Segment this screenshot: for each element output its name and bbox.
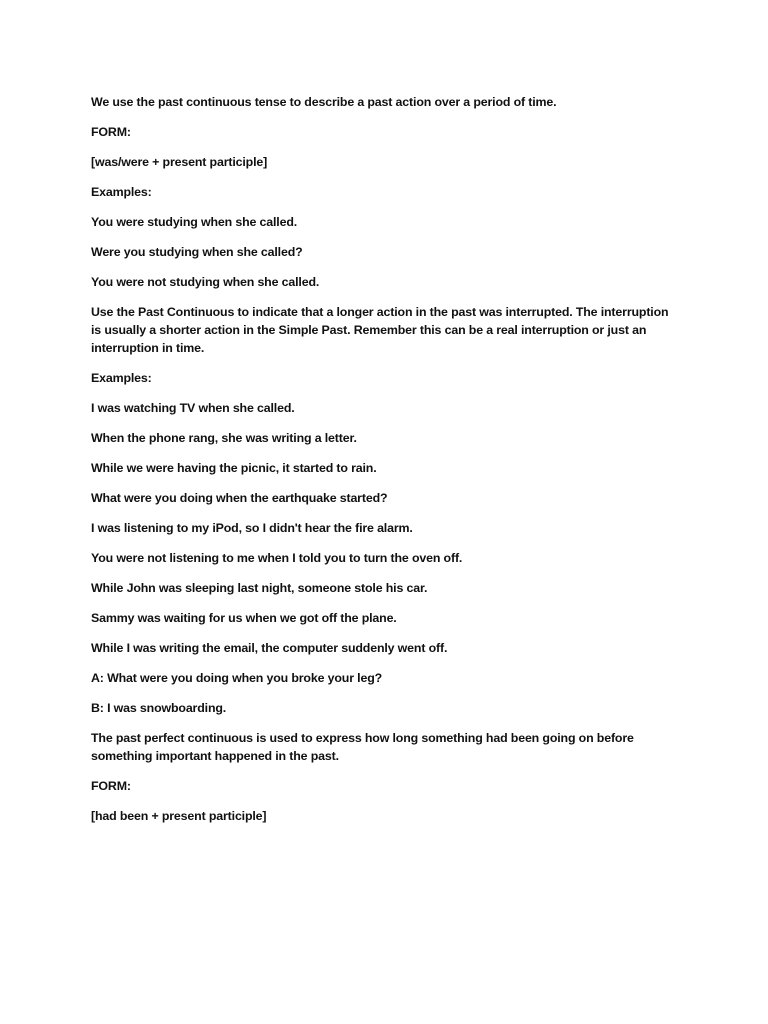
example-sentence: When the phone rang, she was writing a letter. [91, 431, 357, 445]
examples-heading: Examples: [91, 371, 152, 385]
example-sentence: I was watching TV when she called. [91, 401, 295, 415]
example-sentence: What were you doing when the earthquake started? [91, 491, 388, 505]
document-body [91, 93, 681, 837]
example-sentence: You were not listening to me when I told you to turn the oven off. [91, 551, 463, 565]
example-sentence: While John was sleeping last night, someone stole his car. [91, 581, 428, 595]
form-heading: FORM: [91, 779, 131, 793]
interruption-paragraph: Use the Past Continuous to indicate that a longer action in the past was interrupted. The interruption is usually a shorter action in the Simple Past. Remember this can be a real interruption or just an interruption in time. [91, 305, 669, 355]
form-formula: [had been + present participle] [91, 809, 267, 823]
example-sentence: You were studying when she called. [91, 215, 298, 229]
example-sentence: You were not studying when she called. [91, 275, 320, 289]
example-sentence: Sammy was waiting for us when we got off the plane. [91, 611, 397, 625]
examples-heading: Examples: [91, 185, 152, 199]
example-sentence: While I was writing the email, the computer suddenly went off. [91, 641, 448, 655]
intro-paragraph: We use the past continuous tense to describe a past action over a period of time. [91, 95, 557, 109]
example-sentence: I was listening to my iPod, so I didn't hear the fire alarm. [91, 521, 413, 535]
example-sentence: While we were having the picnic, it started to rain. [91, 461, 377, 475]
past-perfect-paragraph: The past perfect continuous is used to express how long something had been going on before something important happened in the past. [91, 731, 634, 763]
dialogue-line: A: What were you doing when you broke your leg? [91, 671, 383, 685]
example-sentence: Were you studying when she called? [91, 245, 303, 259]
dialogue-line: B: I was snowboarding. [91, 701, 227, 715]
form-formula: [was/were + present participle] [91, 155, 268, 169]
form-heading: FORM: [91, 125, 131, 139]
